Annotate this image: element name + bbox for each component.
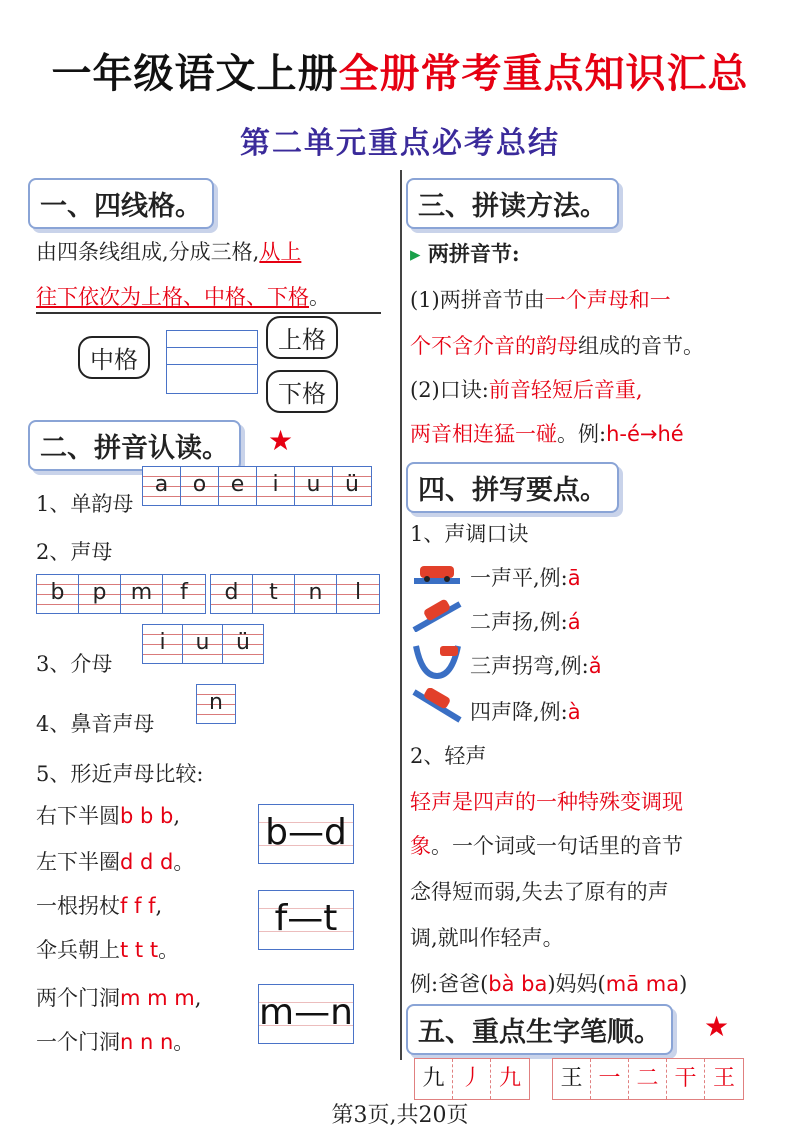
initial: p xyxy=(79,575,121,613)
vowel: i xyxy=(257,467,295,505)
s1-line2: 往下依次为上格、中格、下格。 xyxy=(36,285,330,309)
compare-box-ft: f—t xyxy=(258,890,354,950)
stroke-cell: 九 xyxy=(415,1059,453,1099)
label-top-cell: 上格 xyxy=(266,316,338,359)
tone-row: 二声扬,例:á xyxy=(470,610,581,634)
pair-row: 一个门洞n n n。 xyxy=(36,1030,195,1054)
stroke-cell: 一 xyxy=(591,1059,629,1099)
s2-item4: 4、鼻音声母 xyxy=(36,712,155,736)
compare-box-mn: m—n xyxy=(258,984,354,1044)
s1-underline xyxy=(36,312,381,314)
page-title: 一年级语文上册全册常考重点知识汇总 xyxy=(51,50,749,97)
initials-grid-b xyxy=(210,574,380,614)
s3-p2-line1: (2)口诀:前音轻短后音重, xyxy=(410,378,643,402)
car-turn-icon xyxy=(412,640,462,680)
medial: ü xyxy=(236,630,250,655)
s4-item1: 1、声调口诀 xyxy=(410,522,529,546)
pair-row: 左下半圈d d d。 xyxy=(36,850,195,874)
s4-p-line2: 象。一个词或一句话里的音节 xyxy=(410,834,683,858)
vowel: e xyxy=(219,467,257,505)
s2-item3: 3、介母 xyxy=(36,652,113,676)
stroke-order-row-2 xyxy=(552,1058,744,1100)
s1-line1: 由四条线组成,分成三格,从上 xyxy=(36,240,302,264)
initial: m xyxy=(121,575,163,613)
column-divider xyxy=(400,170,402,1060)
medial: i xyxy=(143,625,183,663)
initial: f xyxy=(180,580,188,605)
section-heading-4: 四、拼写要点。 xyxy=(406,462,619,513)
tone-row: 三声拐弯,例:ǎ xyxy=(470,654,602,678)
initial: b xyxy=(37,575,79,613)
pair-row: 伞兵朝上t t t。 xyxy=(36,938,180,962)
medial: u xyxy=(183,625,223,663)
label-middle-cell: 中格 xyxy=(78,336,150,379)
section-heading-2: 二、拼音认读。 xyxy=(28,420,241,471)
s2-item2: 2、声母 xyxy=(36,540,113,564)
vowel: u xyxy=(295,467,333,505)
s3-p1-line1: (1)两拼音节由一个声母和一 xyxy=(410,288,671,312)
nasal-grid xyxy=(196,684,236,724)
nasal: n xyxy=(209,690,223,715)
stroke-cell: 王 xyxy=(553,1059,591,1099)
car-up-icon xyxy=(412,598,462,632)
label-bottom-cell: 下格 xyxy=(266,370,338,413)
initial: d xyxy=(211,575,253,613)
initial: l xyxy=(354,580,362,605)
s2-item1: 1、单韵母 xyxy=(36,492,134,516)
section-heading-3: 三、拼读方法。 xyxy=(406,178,619,229)
star-icon: ★ xyxy=(268,424,294,457)
compare-box-bd: b—d xyxy=(258,804,354,864)
vowel: o xyxy=(181,467,219,505)
stroke-cell: 九 xyxy=(498,1066,521,1091)
section-heading-5: 五、重点生字笔顺。 xyxy=(406,1004,673,1055)
pair-row: 两个门洞m m m, xyxy=(36,986,202,1010)
tone-row: 四声降,例:à xyxy=(470,700,581,724)
four-line-grid xyxy=(166,330,258,394)
s4-example: 例:爸爸(bà ba)妈妈(mā ma) xyxy=(410,972,688,996)
star-icon: ★ xyxy=(704,1010,730,1043)
s4-p-line1: 轻声是四声的一种特殊变调现 xyxy=(410,790,683,814)
s2-item5: 5、形近声母比较: xyxy=(36,762,204,786)
s3-p2-line2: 两音相连猛一碰。例:h-é→hé xyxy=(410,422,684,446)
s4-item2: 2、轻声 xyxy=(410,744,487,768)
s4-p-line4: 调,就叫作轻声。 xyxy=(410,926,564,950)
stroke-cell: 干 xyxy=(667,1059,705,1099)
initial: t xyxy=(253,575,295,613)
section-heading-1: 一、四线格。 xyxy=(28,178,214,229)
stroke-cell: 王 xyxy=(712,1066,735,1091)
vowel-grid xyxy=(142,466,372,506)
initial: n xyxy=(295,575,337,613)
stroke-order-row-1 xyxy=(414,1058,530,1100)
car-flat-icon xyxy=(412,558,462,588)
pair-row: 右下半圆b b b, xyxy=(36,804,181,828)
initials-grid-a xyxy=(36,574,206,614)
stroke-cell: 丿 xyxy=(453,1059,491,1099)
medials-grid xyxy=(142,624,264,664)
s3-p1-line2: 个不含介音的韵母组成的音节。 xyxy=(410,334,704,358)
s3-sub: ▸ 两拼音节: xyxy=(410,241,520,266)
tone-row: 一声平,例:ā xyxy=(470,566,581,590)
page-subtitle: 第二单元重点必考总结 xyxy=(240,126,560,161)
stroke-cell: 二 xyxy=(629,1059,667,1099)
vowel: ü xyxy=(345,472,359,497)
s4-p-line3: 念得短而弱,失去了原有的声 xyxy=(410,880,669,904)
pair-row: 一根拐杖f f f, xyxy=(36,894,163,918)
page-number: 第3页,共20页 xyxy=(331,1103,469,1128)
vowel: a xyxy=(143,467,181,505)
car-down-icon xyxy=(412,688,462,724)
